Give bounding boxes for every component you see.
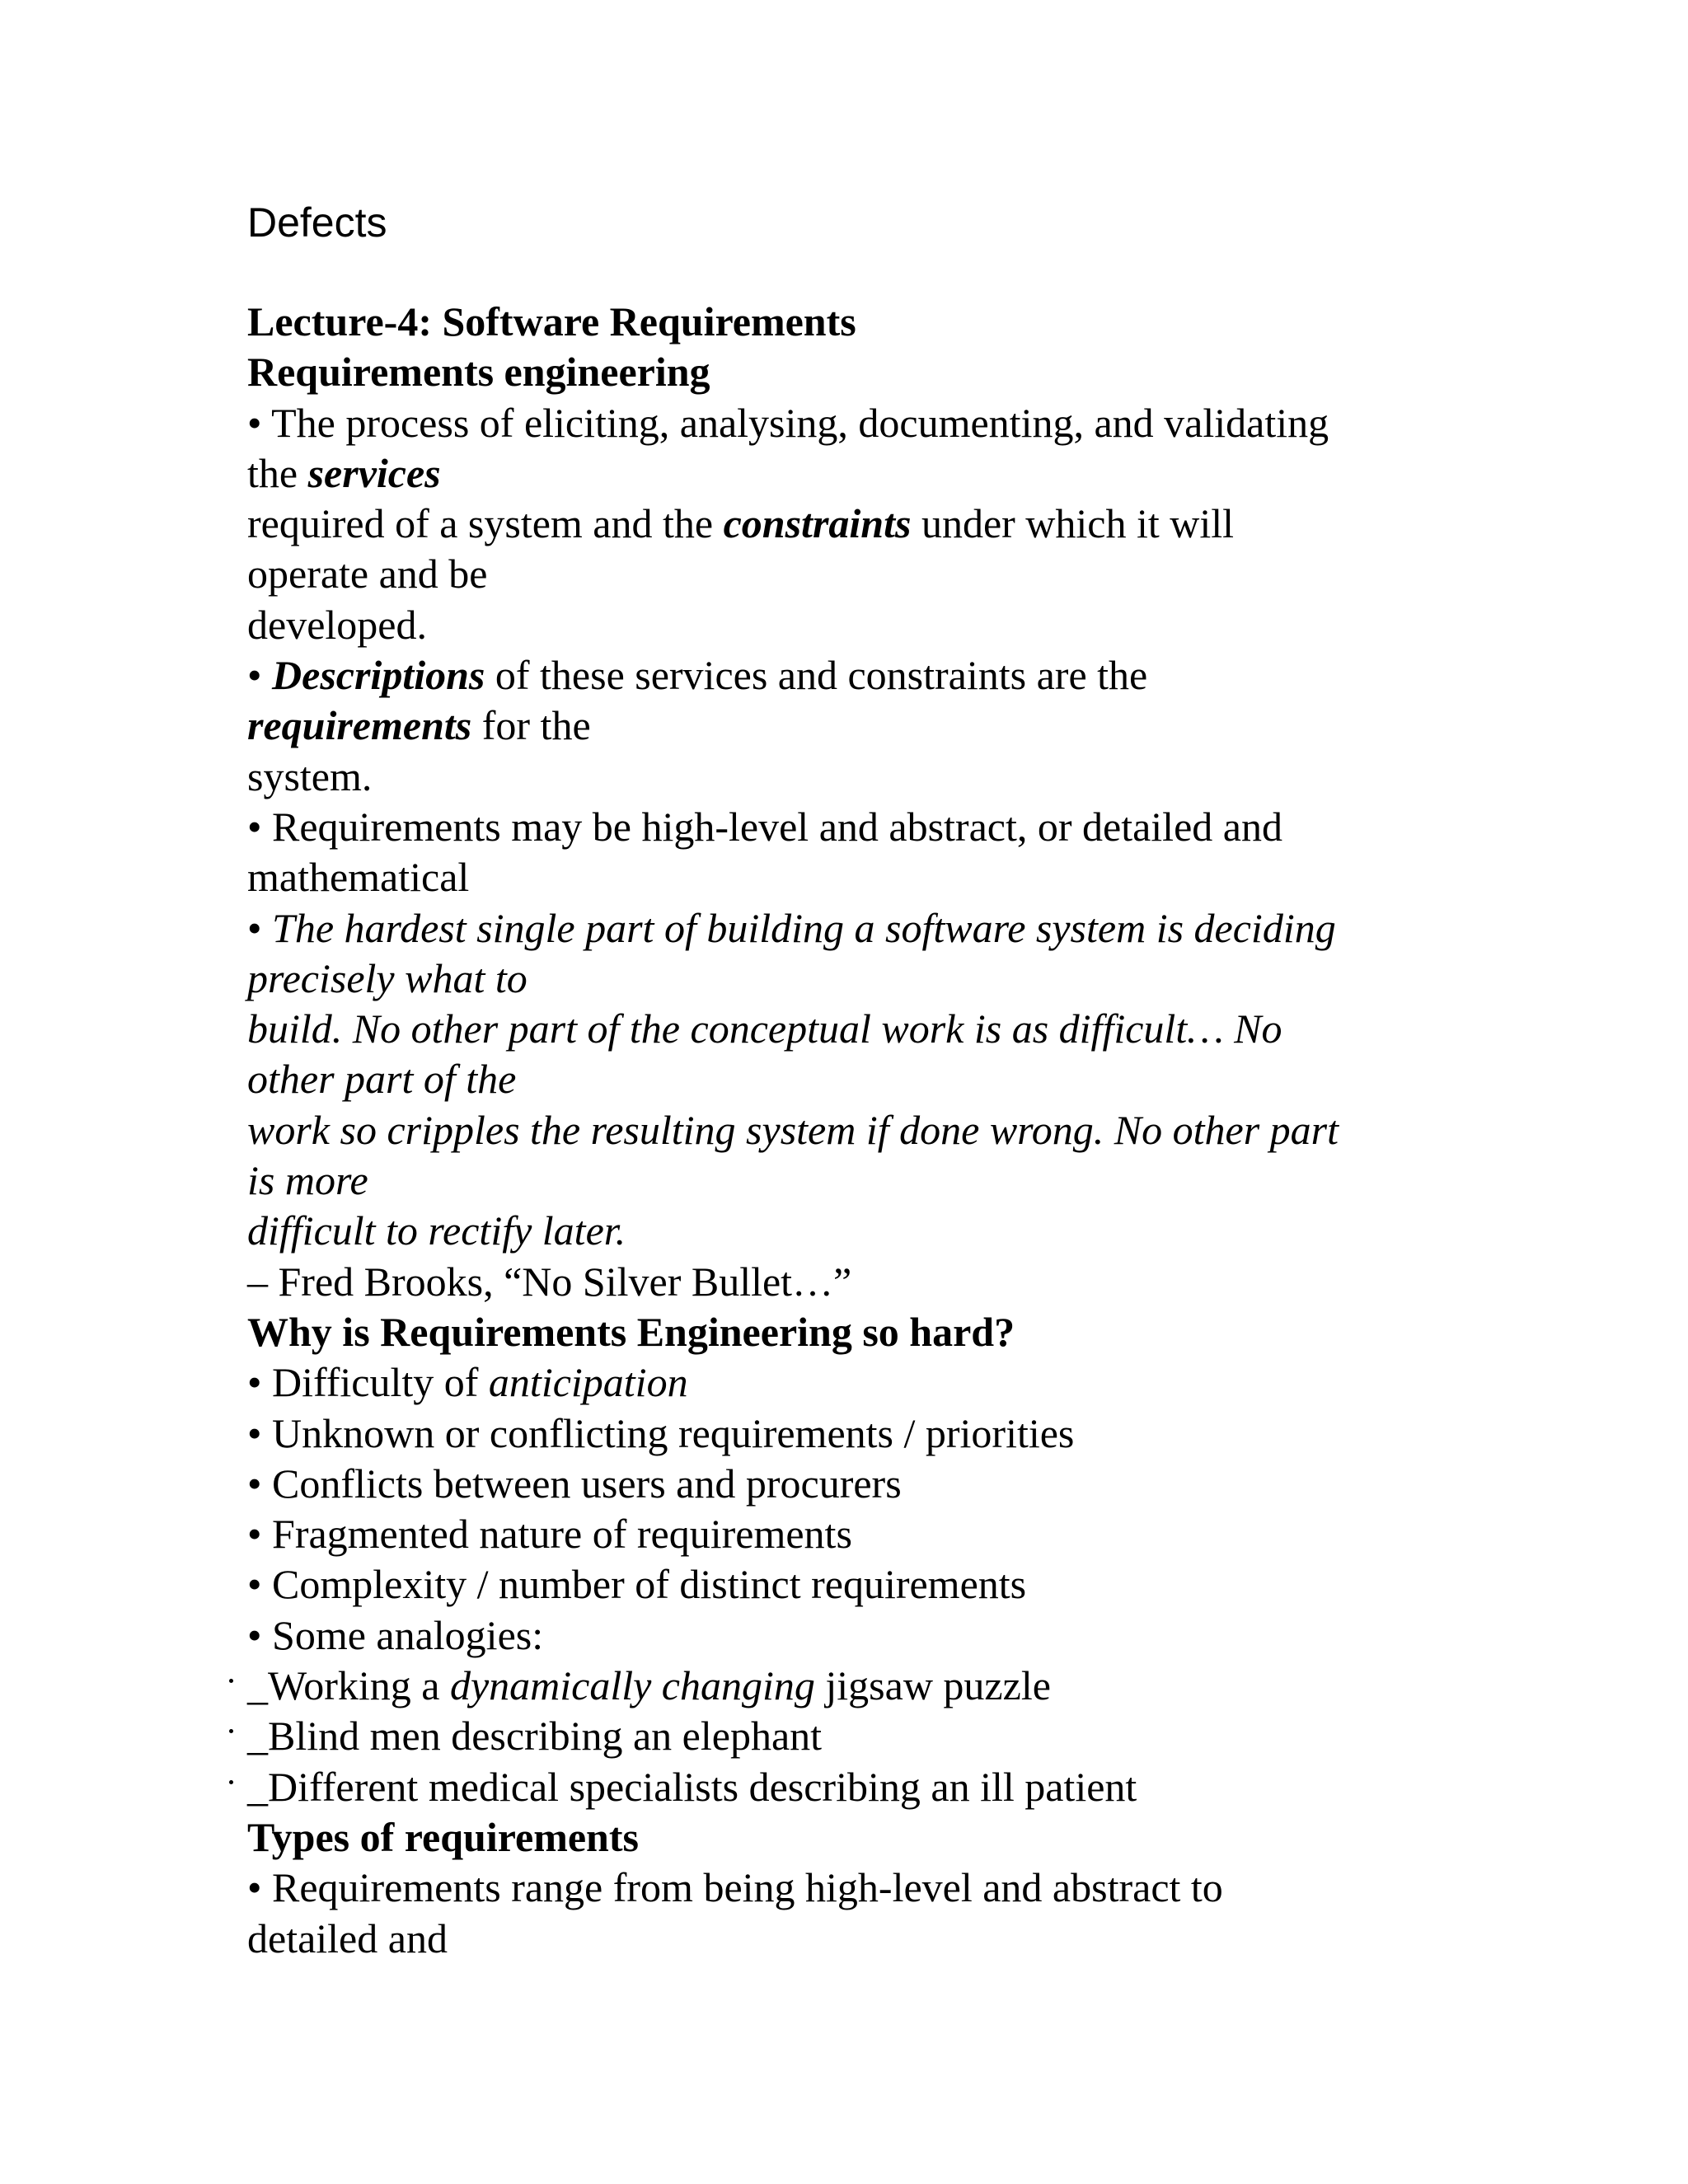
text-line [247, 1459, 1434, 1509]
bullet-dot-icon [229, 1679, 233, 1683]
text-segment: jigsaw puzzle [814, 1662, 1051, 1709]
text-segment: work so cripples the resulting system if done wrong. No other part [247, 1106, 1339, 1153]
text-line [247, 600, 1434, 650]
text-line [247, 752, 1434, 802]
text-line [247, 1004, 1434, 1054]
text-segment: • Requirements range from being high-level and abstract to [247, 1864, 1223, 1911]
text-segment: • Unknown or conflicting requirements / priorities [247, 1409, 1075, 1456]
text-line [247, 1559, 1434, 1610]
text-segment: • Some analogies: [247, 1611, 544, 1658]
text-line [247, 802, 1434, 852]
text-segment: Lecture-4: Software Requirements [247, 298, 856, 344]
text-segment: services [307, 449, 441, 496]
text-segment: mathematical [247, 854, 470, 901]
text-segment: difficult to rectify later. [247, 1207, 626, 1254]
text-line [247, 1257, 1434, 1307]
text-line [247, 852, 1434, 902]
text-segment: Descriptions [272, 652, 485, 699]
text-segment: _Different medical specialists describing an ill patient [247, 1763, 1137, 1810]
text-line [247, 347, 1434, 397]
text-segment: • Complexity / number of distinct requirements [247, 1561, 1027, 1608]
text-segment: operate and be [247, 551, 488, 598]
text-segment: is more [247, 1157, 368, 1204]
text-line [247, 1812, 1434, 1863]
text-line [247, 1408, 1434, 1459]
text-line [247, 1357, 1434, 1408]
text-line [247, 398, 1434, 448]
text-segment: • The process of eliciting, analysing, documenting, and validating [247, 399, 1329, 446]
text-segment: _Blind men describing an elephant [247, 1713, 823, 1760]
text-segment: precisely what to [247, 954, 528, 1001]
bullet-dot-icon [229, 1780, 233, 1784]
text-segment: The hardest single part of building a software system is deciding [272, 904, 1336, 951]
text-segment: dynamically changing [449, 1662, 815, 1709]
text-segment: • Difficulty of [247, 1359, 489, 1406]
text-line [247, 1711, 1434, 1761]
text-segment: build. No other part of the conceptual work is as difficult… No [247, 1005, 1282, 1052]
text-line [247, 1661, 1434, 1711]
section-heading: Defects [247, 199, 387, 246]
text-line [247, 1914, 1434, 1964]
text-segment: • Conflicts between users and procurers [247, 1460, 902, 1507]
text-segment: requirements [247, 702, 472, 749]
text-segment: of these services and constraints are the [485, 652, 1148, 699]
text-segment: Types of requirements [247, 1813, 639, 1860]
text-segment: anticipation [488, 1359, 688, 1406]
text-segment: developed. [247, 601, 427, 648]
text-segment: – Fred Brooks, “No Silver Bullet…” [247, 1258, 852, 1305]
text-segment: • Fragmented nature of requirements [247, 1511, 852, 1558]
bullet-dot-icon [229, 1729, 233, 1733]
text-line [247, 1762, 1434, 1812]
text-segment: • [247, 652, 273, 699]
text-line [247, 1155, 1434, 1206]
text-line [247, 499, 1434, 549]
text-line [247, 650, 1434, 701]
text-segment: _Working a [247, 1662, 450, 1709]
text-segment: other part of the [247, 1056, 517, 1103]
text-line [247, 954, 1434, 1004]
text-line [247, 1307, 1434, 1357]
text-segment: • Requirements may be high-level and abstract, or detailed and [247, 803, 1282, 850]
text-line [247, 1509, 1434, 1559]
text-segment: for the [471, 702, 591, 749]
text-line [247, 549, 1434, 599]
text-segment: Requirements engineering [247, 349, 710, 396]
text-segment: required of a system and the [247, 500, 724, 547]
text-line [247, 701, 1434, 751]
text-line [247, 1863, 1434, 1913]
text-line [247, 1206, 1434, 1256]
text-segment: under which it will [911, 500, 1235, 547]
text-line [247, 448, 1434, 499]
document-body [247, 297, 1434, 1964]
text-line [247, 1054, 1434, 1104]
text-segment: system. [247, 752, 373, 799]
text-line [247, 1610, 1434, 1661]
text-segment: the [247, 449, 308, 496]
text-line [247, 297, 1434, 347]
text-segment: • [247, 904, 273, 951]
text-segment: Why is Requirements Engineering so hard? [247, 1308, 1015, 1355]
text-segment: detailed and [247, 1915, 448, 1961]
text-segment: constraints [723, 500, 912, 547]
text-line [247, 903, 1434, 954]
text-line [247, 1105, 1434, 1155]
